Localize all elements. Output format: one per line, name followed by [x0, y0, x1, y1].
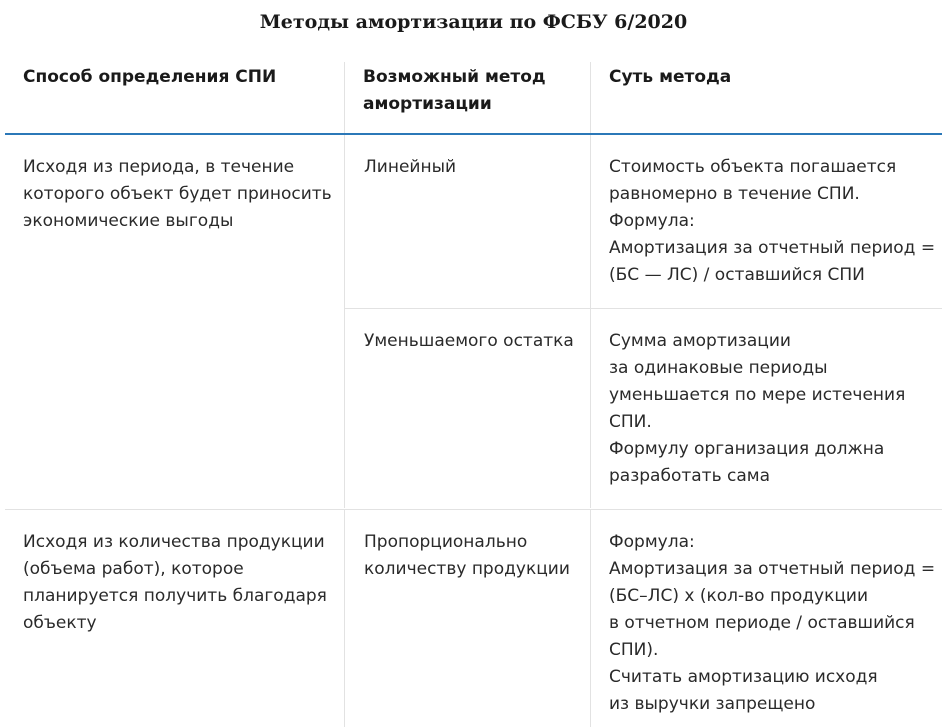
header-cell-basis: Способ определения СПИ: [23, 67, 277, 87]
cell-method-name: Уменьшаемого остатка: [364, 331, 574, 351]
column-divider: [344, 135, 345, 508]
cell-method-name: Пропорционально количеству продукции: [364, 532, 570, 579]
cell-method-essence: Сумма амортизации за одинаковые периоды уменьшается по мере истечения СПИ. Формулу организация должна разработать сама: [609, 331, 906, 486]
cell-basis: Исходя из количества продукции (объема работ), которое планируется получить благодаря объекту: [23, 532, 327, 633]
header-divider: [590, 62, 591, 133]
cell-basis: Исходя из периода, в течение которого объект будет приносить экономические выгоды: [23, 157, 332, 231]
header-cell-method: Возможный метод амортизации: [363, 67, 546, 114]
page-title: Методы амортизации по ФСБУ 6/2020: [259, 11, 688, 33]
cell-method-name: Линейный: [364, 157, 457, 177]
table-row-group: [5, 510, 942, 727]
column-divider: [590, 135, 591, 508]
cell-method-essence: Формула: Амортизация за отчетный период = (БС–ЛС) х (кол-во продукции в отчетном периоде / оставшийся СПИ). Считать амортизацию исходя из выручки запрещено: [609, 532, 936, 714]
column-divider: [344, 510, 345, 727]
header-cell-essence: Суть метода: [609, 67, 732, 87]
table-row-group: [5, 135, 942, 508]
header-divider: [344, 62, 345, 133]
column-divider: [590, 510, 591, 727]
subrow-divider: [344, 308, 942, 309]
cell-method-essence: Стоимость объекта погашается равномерно в течение СПИ. Формула: Амортизация за отчетный период = (БС — ЛС) / оставшийся СПИ: [609, 157, 936, 285]
table-header: [5, 48, 942, 135]
